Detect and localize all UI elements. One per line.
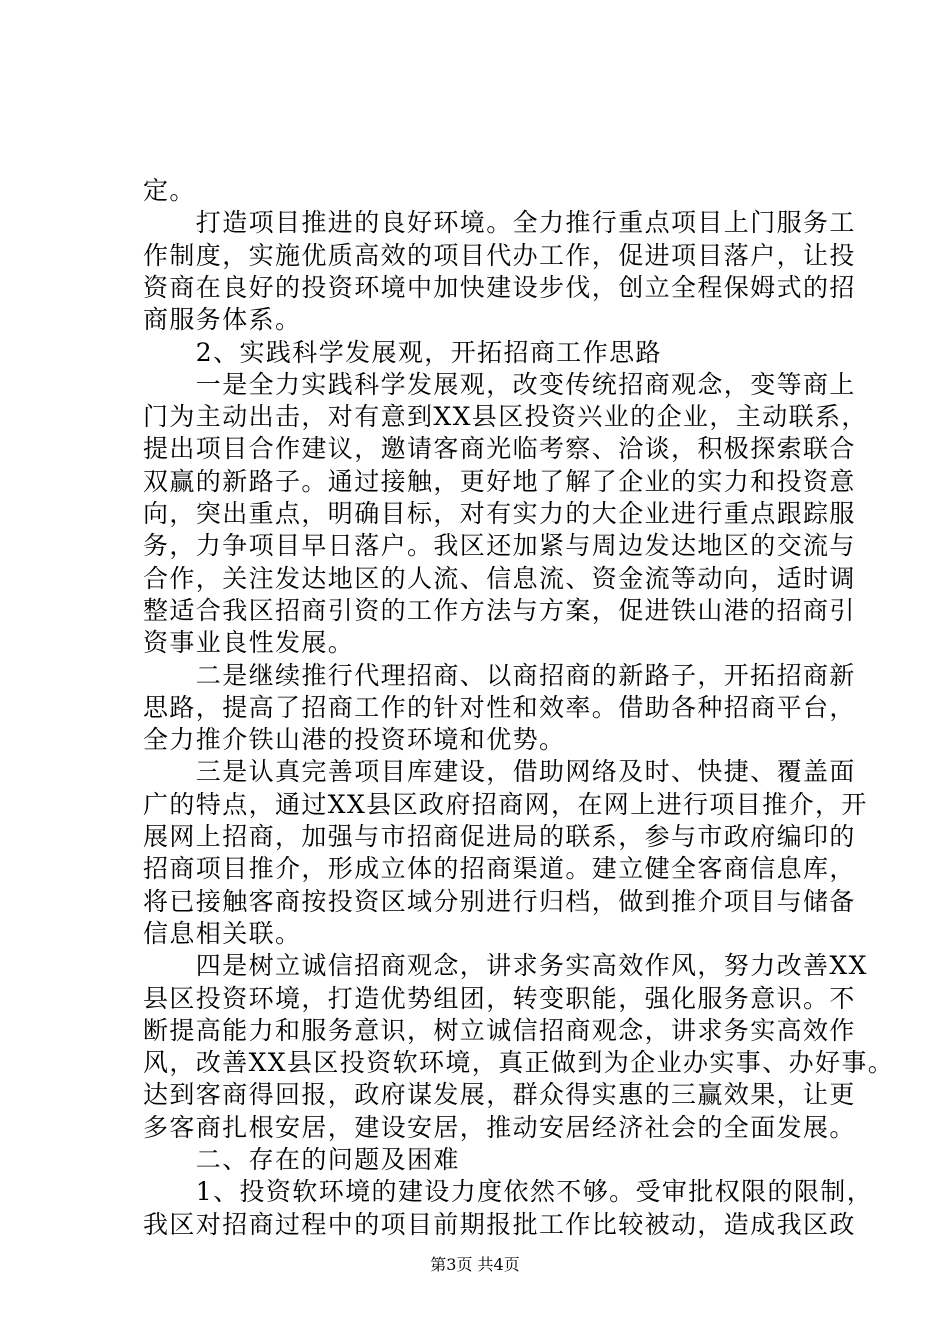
text-line: 县区投资环境，打造优势组团，转变职能，强化服务意识。不	[143, 983, 856, 1013]
text-line: 商服务体系。	[143, 305, 302, 335]
text-line: 多客商扎根安居，建设安居，推动安居经济社会的全面发展。	[143, 1112, 856, 1142]
text-line: 四是树立诚信招商观念，讲求务实高效作风，努力改善XX	[143, 951, 868, 981]
text-line: 信息相关联。	[143, 918, 302, 948]
text-line: 三是认真完善项目库建设，借助网络及时、快捷、覆盖面	[143, 757, 856, 787]
page-footer: 第3页 共4页	[430, 1255, 520, 1274]
text-line: 整适合我区招商引资的工作方法与方案，促进铁山港的招商引	[143, 595, 856, 625]
text-line: 二、存在的问题及困难	[143, 1145, 460, 1174]
text-line: 2、实践科学发展观，开拓招商工作思路	[143, 337, 662, 367]
text-line: 我区对招商过程中的项目前期报批工作比较被动，造成我区政	[143, 1209, 856, 1239]
text-line: 向，突出重点，明确目标，对有实力的大企业进行重点跟踪服	[143, 499, 856, 528]
text-line: 资商在良好的投资环境中加快建设步伐，创立全程保姆式的招	[143, 272, 856, 302]
text-line: 一是全力实践科学发展观，改变传统招商观念，变等商上	[143, 369, 856, 399]
text-line: 定。	[143, 176, 196, 205]
text-line: 广的特点，通过XX县区政府招商网，在网上进行项目推介，开	[143, 789, 868, 819]
text-line: 打造项目推进的良好环境。全力推行重点项目上门服务工	[143, 208, 856, 238]
text-line: 二是继续推行代理招商、以商招商的新路子，开拓招商新	[143, 660, 856, 690]
text-line: 全力推介铁山港的投资环境和优势。	[143, 725, 566, 755]
text-line: 务，力争项目早日落户。我区还加紧与周边发达地区的交流与	[143, 531, 856, 561]
text-line: 风，改善XX县区投资软环境，真正做到为企业办实事、办好事。	[143, 1048, 895, 1078]
text-line: 双赢的新路子。通过接触，更好地了解了企业的实力和投资意	[143, 466, 856, 496]
text-line: 门为主动出击，对有意到XX县区投资兴业的企业，主动联系，	[143, 402, 868, 432]
text-line: 提出项目合作建议，邀请客商光临考察、洽谈，积极探索联合	[143, 434, 856, 464]
text-line: 思路，提高了招商工作的针对性和效率。借助各种招商平台，	[143, 692, 856, 722]
text-line: 达到客商得回报，政府谋发展，群众得实惠的三赢效果，让更	[143, 1080, 856, 1110]
text-line: 招商项目推介，形成立体的招商渠道。建立健全客商信息库，	[143, 854, 856, 884]
text-line: 展网上招商，加强与市招商促进局的联系，参与市政府编印的	[143, 822, 856, 851]
text-line: 资事业良性发展。	[143, 628, 355, 658]
text-line: 断提高能力和服务意识，树立诚信招商观念，讲求务实高效作	[143, 1015, 856, 1045]
text-line: 合作，关注发达地区的人流、信息流、资金流等动向，适时调	[143, 563, 856, 593]
text-line: 将已接触客商按投资区域分别进行归档，做到推介项目与储备	[143, 886, 856, 916]
text-line: 1、投资软环境的建设力度依然不够。受审批权限的限制，	[143, 1177, 874, 1207]
text-line: 作制度，实施优质高效的项目代办工作，促进项目落户，让投	[143, 240, 856, 270]
